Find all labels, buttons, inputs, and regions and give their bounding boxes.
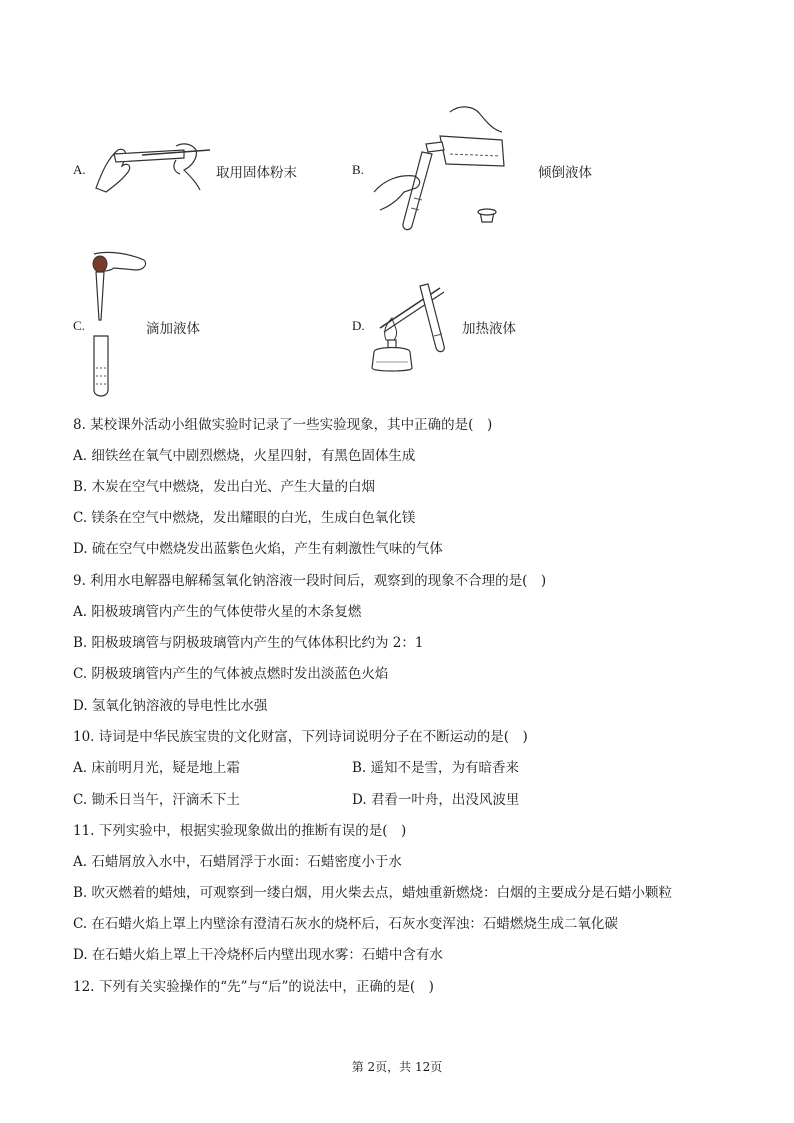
q12-stem: 12. 下列有关实验操作的“先”与“后”的说法中，正确的是( ) <box>73 979 434 995</box>
q10-option-a: A. 床前明月光，疑是地上霜 <box>73 760 240 776</box>
q8-stem: 8. 某校课外活动小组做实验时记录了一些实验现象，其中正确的是( ) <box>73 417 493 433</box>
q9-option-c: C. 阴极玻璃管内产生的气体被点燃时发出淡蓝色火焰 <box>73 666 389 682</box>
q7-option-d-letter: D. <box>352 318 365 333</box>
q10-option-d: D. 君看一叶舟，出没风波里 <box>352 792 520 808</box>
q9-option-d: D. 氢氧化钠溶液的导电性比水强 <box>73 698 268 714</box>
q7-option-d-caption: 加热液体 <box>462 321 516 337</box>
q9-option-b: B. 阳极玻璃管与阴极玻璃管内产生的气体体积比约为 2：1 <box>73 635 424 651</box>
q8-option-c: C. 镁条在空气中燃烧，发出耀眼的白光，生成白色氧化镁 <box>73 510 416 526</box>
q11-option-a: A. 石蜡屑放入水中，石蜡屑浮于水面：石蜡密度小于水 <box>73 854 402 870</box>
q11-option-c: C. 在石蜡火焰上罩上内壁涂有澄清石灰水的烧杯后，石灰水变浑浊：石蜡燃烧生成二氧化碳 <box>73 916 618 932</box>
q11-option-d: D. 在石蜡火焰上罩上干冷烧杯后内壁出现水雾：石蜡中含有水 <box>73 947 443 963</box>
q10-stem: 10. 诗词是中华民族宝贵的文化财富，下列诗词说明分子在不断运动的是( ) <box>73 729 528 745</box>
heating-liquid-illustration <box>366 282 456 374</box>
page-footer: 第 2页，共 12页 <box>351 1060 443 1074</box>
q9-stem: 9. 利用水电解器电解稀氢氧化钠溶液一段时间后，观察到的现象不合理的是( ) <box>73 573 547 589</box>
q9-option-a: A. 阳极玻璃管内产生的气体使带火星的木条复燃 <box>73 604 362 620</box>
test-tube-powder-illustration <box>92 136 214 194</box>
q7-option-b-caption: 倾倒液体 <box>538 165 592 181</box>
q11-stem: 11. 下列实验中，根据实验现象做出的推断有误的是( ) <box>73 823 407 839</box>
q10-option-b: B. 遥知不是雪，为有暗香来 <box>352 760 520 776</box>
dropping-liquid-illustration <box>84 250 154 400</box>
pouring-liquid-illustration <box>370 102 530 234</box>
q7-option-a-letter: A. <box>73 162 86 177</box>
q7-option-b-letter: B. <box>352 162 364 177</box>
q8-option-b: B. 木炭在空气中燃烧，发出白光、产生大量的白烟 <box>73 479 376 495</box>
q10-option-c: C. 锄禾日当午，汗滴禾下土 <box>73 792 240 808</box>
q7-option-c-letter: C. <box>73 318 85 333</box>
q8-option-a: A. 细铁丝在氧气中剧烈燃烧，火星四射，有黑色固体生成 <box>73 448 416 464</box>
q8-option-d: D. 硫在空气中燃烧发出蓝紫色火焰，产生有刺激性气味的气体 <box>73 541 443 557</box>
q11-option-b: B. 吹灭燃着的蜡烛，可观察到一缕白烟，用火柴去点，蜡烛重新燃烧：白烟的主要成分是石蜡小颗粒 <box>73 885 673 901</box>
q7-option-a-caption: 取用固体粉末 <box>216 165 297 181</box>
q7-option-c-caption: 滴加液体 <box>146 321 200 337</box>
